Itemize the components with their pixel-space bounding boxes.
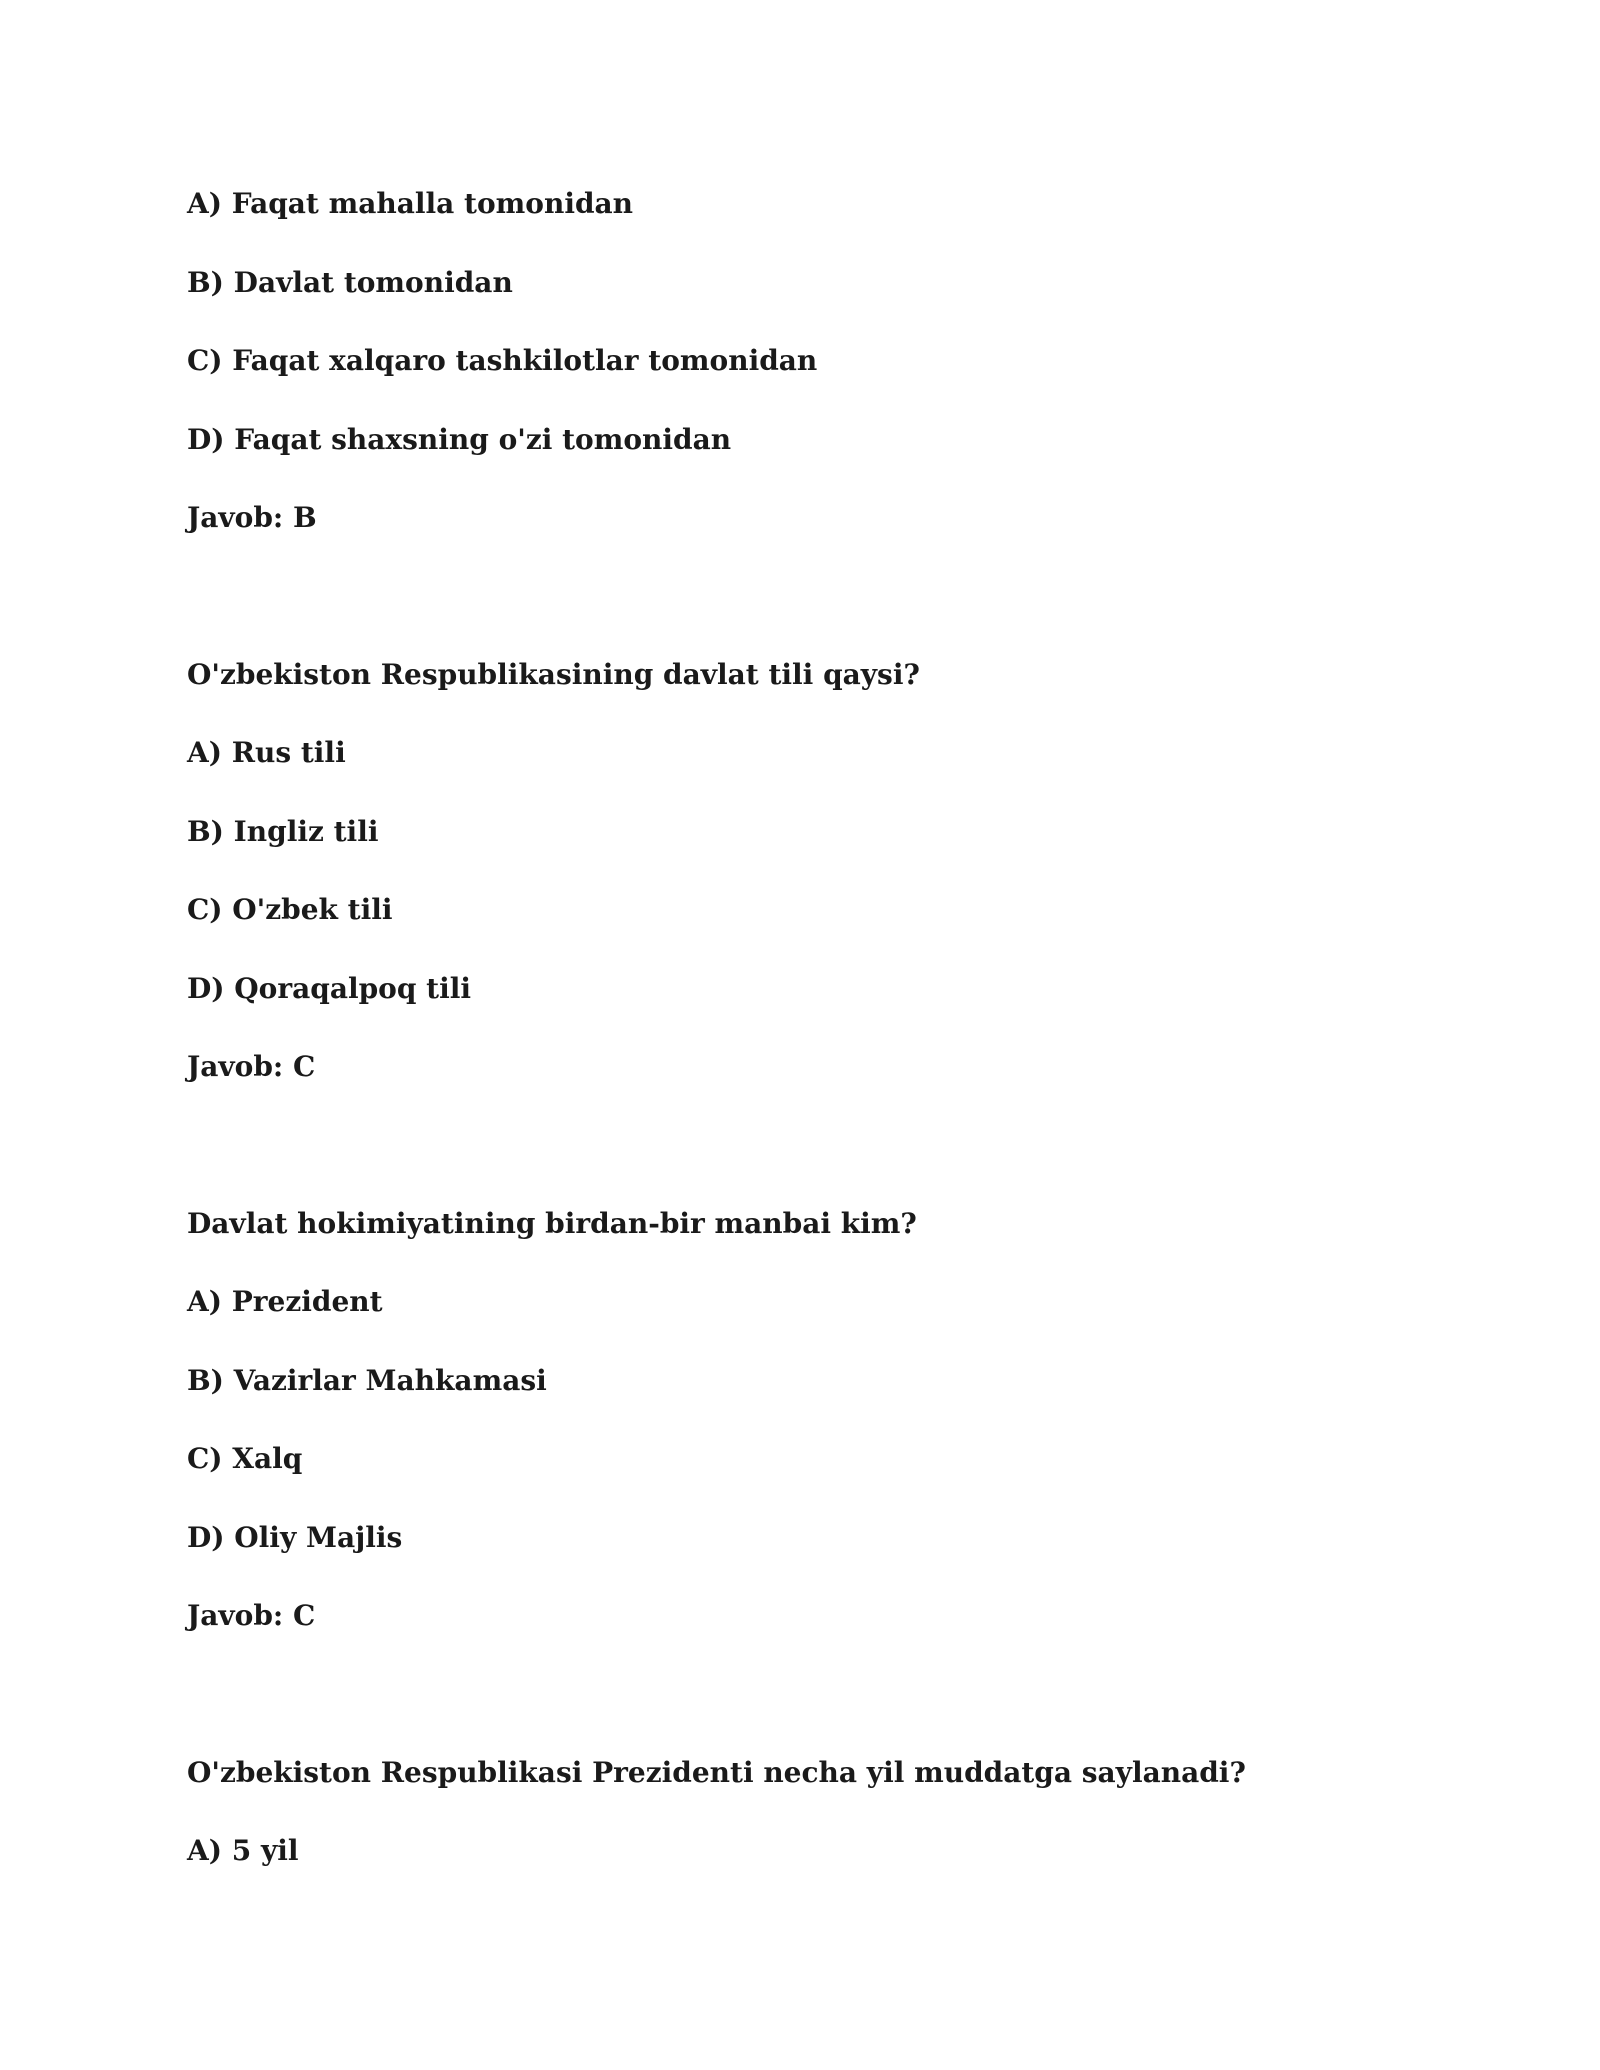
question: Davlat hokimiyatining birdan-bir manbai kim?: [187, 1207, 917, 1240]
option-b: B) Davlat tomonidan: [187, 266, 513, 299]
question: O'zbekiston Respublikasi Prezidenti necha yil muddatga saylanadi?: [187, 1756, 1246, 1789]
answer: Javob: C: [187, 1050, 316, 1083]
option-c: C) O'zbek tili: [187, 893, 393, 926]
option-d: D) Oliy Majlis: [187, 1521, 403, 1554]
question: O'zbekiston Respublikasining davlat tili qaysi?: [187, 658, 920, 691]
option-b: B) Vazirlar Mahkamasi: [187, 1364, 547, 1397]
option-a: A) 5 yil: [187, 1834, 299, 1867]
option-b: B) Ingliz tili: [187, 815, 379, 848]
option-c: C) Faqat xalqaro tashkilotlar tomonidan: [187, 344, 818, 377]
option-a: A) Faqat mahalla tomonidan: [187, 187, 634, 220]
option-a: A) Rus tili: [187, 736, 346, 769]
answer: Javob: B: [187, 501, 317, 534]
option-d: D) Qoraqalpoq tili: [187, 972, 472, 1005]
answer: Javob: C: [187, 1599, 316, 1632]
option-a: A) Prezident: [187, 1285, 383, 1318]
option-c: C) Xalq: [187, 1442, 303, 1475]
option-d: D) Faqat shaxsning o'zi tomonidan: [187, 423, 732, 456]
